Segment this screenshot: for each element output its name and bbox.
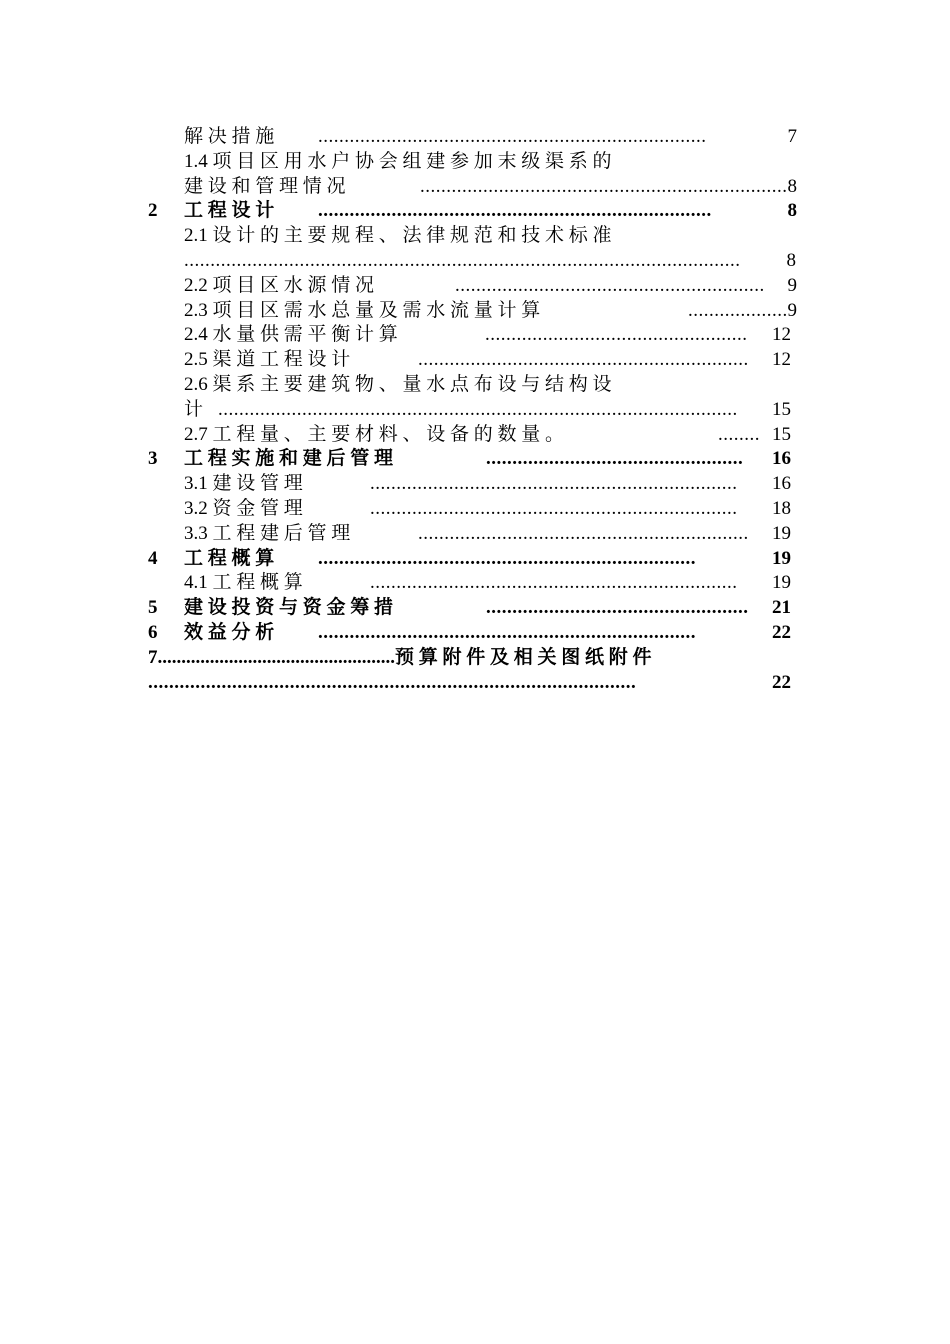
toc-entry-title: 4.1 工 程 概 算 (184, 572, 303, 594)
toc-entry (0, 446, 950, 471)
toc-leader-dots: ................................................................................................... (218, 398, 738, 420)
toc-entry (0, 397, 950, 422)
toc-entry (0, 223, 950, 248)
toc-page-number: 12 (772, 324, 791, 346)
toc-entry-title: 2.1 设 计 的 主 要 规 程 、 法 律 规 范 和 技 术 标 准 (184, 225, 612, 247)
toc-section-number: 5 (148, 597, 158, 619)
toc-leader-dots: ........ (718, 423, 760, 445)
toc-entry (0, 174, 950, 199)
toc-page-number: 22 (772, 671, 791, 693)
toc-section-number: 6 (148, 622, 158, 643)
toc-page-number: 8 (787, 175, 797, 197)
toc-page-number: 12 (772, 349, 791, 371)
toc-entry-title: 2.7 工 程 量 、 主 要 材 料 、 设 备 的 数 量 。 (184, 423, 565, 445)
toc-entry-title: 2.4 水 量 供 需 平 衡 计 算 (184, 324, 398, 346)
toc-entry (0, 248, 950, 273)
toc-page-number: 16 (772, 473, 791, 495)
toc-entry-title: 计 (184, 398, 204, 420)
toc-entry (0, 670, 950, 695)
toc-entry (0, 620, 950, 645)
toc-page-number: 22 (772, 622, 791, 643)
toc-page-number: 9 (787, 274, 797, 296)
toc-entry-title: 1.4 项 目 区 用 水 户 协 会 组 建 参 加 末 级 渠 系 的 (184, 150, 612, 172)
toc-page-number: 19 (772, 572, 791, 594)
toc-leader-dots: .................................................. (486, 597, 749, 619)
toc-leader-dots: ...................................................................... (370, 572, 738, 594)
toc-entry (0, 595, 950, 620)
toc-entry (0, 347, 950, 372)
toc-leader-dots: ........................................................................... (318, 200, 712, 222)
toc-leader-dots: .................................................. (485, 324, 748, 346)
toc-leader-dots: .......................................................................................................... (184, 250, 741, 271)
toc-leader-dots: ................................................. (486, 448, 744, 470)
toc-page-number: 18 (772, 498, 791, 519)
toc-entry (0, 521, 950, 546)
toc-entry (0, 198, 950, 223)
toc-section-number: 4 (148, 547, 158, 569)
toc-entry-title: 7..................................................预 算 附 件 及 相 关 图 纸 附 件 (148, 646, 652, 668)
toc-entry (0, 322, 950, 347)
toc-leader-dots: .......................................................................... (318, 126, 707, 147)
toc-leader-dots: ............................................................... (418, 522, 749, 544)
toc-entry-title: 3.3 工 程 建 后 管 理 (184, 522, 351, 544)
toc-entry (0, 273, 950, 298)
toc-entry-title: 2.6 渠 系 主 要 建 筑 物 、 量 水 点 布 设 与 结 构 设 (184, 374, 612, 395)
toc-page-number: 19 (772, 547, 791, 569)
toc-entry-title: 工 程 概 算 (184, 547, 275, 569)
toc-entry-title: 解 决 措 施 (184, 126, 275, 147)
toc-leader-dots: ........................................................................ (318, 547, 696, 569)
toc-entry-title: 2.5 渠 道 工 程 设 计 (184, 349, 351, 371)
toc-page-number: 16 (772, 448, 791, 470)
toc-entry (0, 372, 950, 397)
toc-entry-title: 工 程 设 计 (184, 200, 275, 222)
toc-page-number: 8 (786, 250, 796, 271)
toc-entry-title: 工 程 实 施 和 建 后 管 理 (184, 448, 394, 470)
toc-page-number: 19 (772, 522, 791, 544)
toc-entry-title: 效 益 分 析 (184, 622, 275, 643)
toc-entry (0, 471, 950, 496)
toc-leader-dots: ............................................................................................. (148, 671, 637, 693)
toc-page-number: 7 (787, 126, 797, 147)
toc-leader-dots: ...................................................................... (370, 473, 738, 495)
toc-entry (0, 496, 950, 521)
toc-entry (0, 298, 950, 323)
toc-page-number: 21 (772, 597, 791, 619)
toc-entry-title: 2.3 项 目 区 需 水 总 量 及 需 水 流 量 计 算 (184, 299, 541, 321)
toc-entry-title: 建 设 和 管 理 情 况 (184, 175, 346, 197)
toc-leader-dots: ........................................................................ (318, 622, 696, 643)
toc-leader-dots: ........................................................... (455, 274, 765, 296)
toc-entry (0, 546, 950, 571)
toc-entry-title: 建 设 投 资 与 资 金 筹 措 (184, 597, 394, 619)
toc-entry (0, 149, 950, 174)
toc-entry (0, 422, 950, 447)
toc-leader-dots: ...................................................................... (370, 498, 738, 519)
toc-entry (0, 570, 950, 595)
toc-page-number: 15 (772, 423, 791, 445)
toc-entry-title: 2.2 项 目 区 水 源 情 况 (184, 274, 375, 296)
toc-section-number: 2 (148, 200, 158, 222)
toc-leader-dots: ................... (688, 299, 788, 321)
toc-page-number: 9 (787, 299, 797, 321)
toc-entry (0, 124, 950, 149)
toc-leader-dots: ...................................................................... (420, 175, 788, 197)
toc-section-number: 3 (148, 448, 158, 470)
toc-entry-title: 3.1 建 设 管 理 (184, 473, 303, 495)
toc-page-number: 15 (772, 398, 791, 420)
toc-entry-title: 3.2 资 金 管 理 (184, 498, 303, 519)
toc-entry (0, 645, 950, 670)
toc-page-number: 8 (787, 200, 797, 222)
toc-leader-dots: ............................................................... (418, 349, 749, 371)
